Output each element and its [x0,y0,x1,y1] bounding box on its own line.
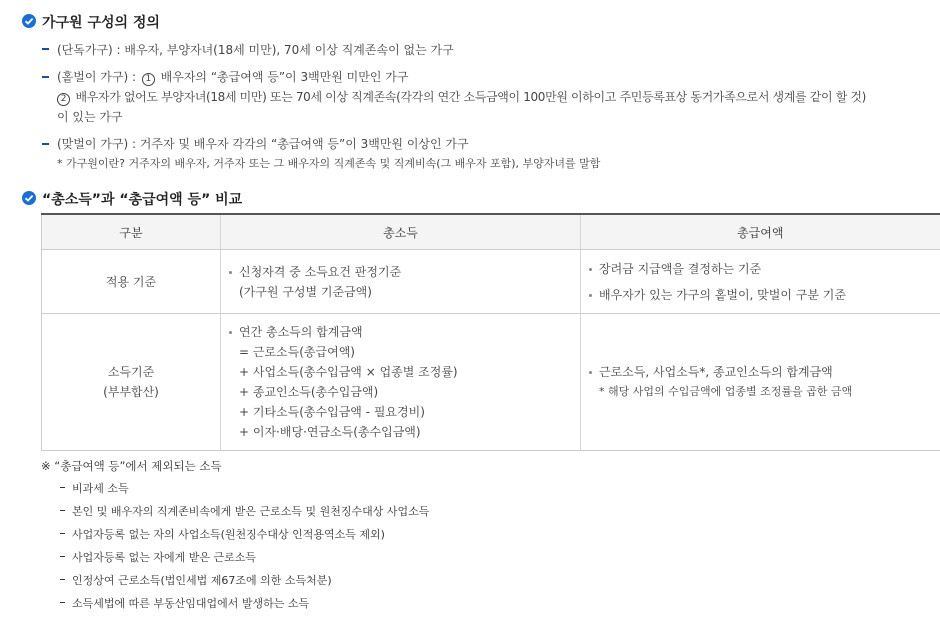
list-item: 연간 총소득의 합계금액 [227,322,580,342]
exclusion-item: 사업자등록 없는 자에게 받은 근로소득 [72,551,257,564]
section-title-comparison: “총소득”과 “총급여액 등” 비교 [42,192,243,208]
section-title-household: 가구원 구성의 정의 [42,15,160,31]
single-earner-line [57,68,408,86]
exclusion-item: 사업자등록 없는 자의 사업소득(원천징수대상 인적용역소득 제외) [72,528,385,541]
exclusion-item: 본인 및 배우자의 직계존비속에게 받은 근로소득 및 원천징수대상 사업소득 [72,505,430,518]
table-header-row [42,214,940,250]
dash-bullet-icon [60,510,65,511]
table-row [42,250,940,314]
exclusions-title: ※ “총급여액 등”에서 제외되는 소득 [41,459,222,473]
header-total-income: 총소득 [221,214,581,250]
list-item: 신청자격 중 소득요건 판정기준 [227,262,580,282]
comparison-table [41,213,940,451]
table-row [42,314,940,451]
row-label-criteria: 적용 기준 [42,250,221,314]
dual-earner-text: (맞벌이 가구) : 거주자 및 배우자 각각의 “총급여액 등”이 3백만원 이상인 가구 [57,137,469,151]
dash-bullet-icon [42,143,49,145]
single-earner-line-2 [55,88,866,106]
criteria-total-wage-cell [581,250,940,314]
single-earner-condition-1: 배우자의 “총급여액 등”이 3백만원 미만인 가구 [160,70,409,84]
single-household-text: (단독가구) : 배우자, 부양자녀(18세 미만), 70세 이상 직계존속이 없는 가구 [57,43,454,57]
exclusion-item: 소득세법에 따른 부동산임대업에서 발생하는 소득 [72,597,310,610]
dash-bullet-icon [60,602,65,603]
dash-bullet-icon [42,76,49,78]
circled-number-1: 1 [142,73,155,86]
dash-bullet-icon [60,556,65,557]
income-total-income-cell [221,314,581,451]
exclusion-item: 비과세 소득 [72,482,129,495]
dash-bullet-icon [42,48,49,50]
header-total-wage: 총급여액 [581,214,940,250]
list-item: 배우자가 있는 가구의 홑벌이, 맞벌이 구분 기준 [587,285,940,305]
row-label-income-line1: 소득기준 [107,365,155,379]
criteria-total-income-cell [221,250,581,314]
income-total-wage-cell [581,314,940,451]
circled-number-2: 2 [57,93,70,106]
list-item: (가구원 구성별 기준금액) [239,284,372,299]
row-label-income-line2: (부부합산) [103,385,159,399]
exclusion-item: 인정상여 근로소득(법인세법 제67조에 의한 소득처분) [72,574,332,587]
formula-line: + 사업소득(총수입금액 × 업종별 조정률) [239,365,458,379]
footnote: * 해당 사업의 수입금액에 업종별 조정률을 곱한 금액 [599,385,853,398]
header-category: 구분 [42,214,221,250]
single-earner-condition-2-cont: 이 있는 가구 [57,110,123,124]
dash-bullet-icon [60,487,65,488]
formula-line: + 기타소득(총수입금액 - 필요경비) [239,405,425,419]
single-earner-prefix: (홑벌이 가구) : [57,70,136,84]
formula-line: = 근로소득(총급여액) [239,345,355,359]
formula-line: + 이자·배당·연금소득(총수입금액) [239,425,421,439]
check-circle-icon [22,191,36,205]
list-item: 근로소득, 사업소득*, 종교인소득의 합계금액 [587,362,940,382]
household-member-note: * 가구원이란? 거주자의 배우자, 거주자 또는 그 배우자의 직계존속 및 직계비속(그 배우자 포함), 부양자녀를 말함 [57,157,601,170]
dash-bullet-icon [60,533,65,534]
single-earner-condition-2: 배우자가 없어도 부양자녀(18세 미만) 또는 70세 이상 직계존속(각각의 연간 소득금액이 100만원 이하이고 주민등록표상 동거가족으로서 생계를 같이 할 것) [75,90,866,104]
check-circle-icon [22,14,36,28]
formula-line: + 종교인소득(총수입금액) [239,385,379,399]
list-item: 장려금 지급액을 결정하는 기준 [587,259,940,279]
dash-bullet-icon [60,579,65,580]
row-label-income [42,314,221,451]
